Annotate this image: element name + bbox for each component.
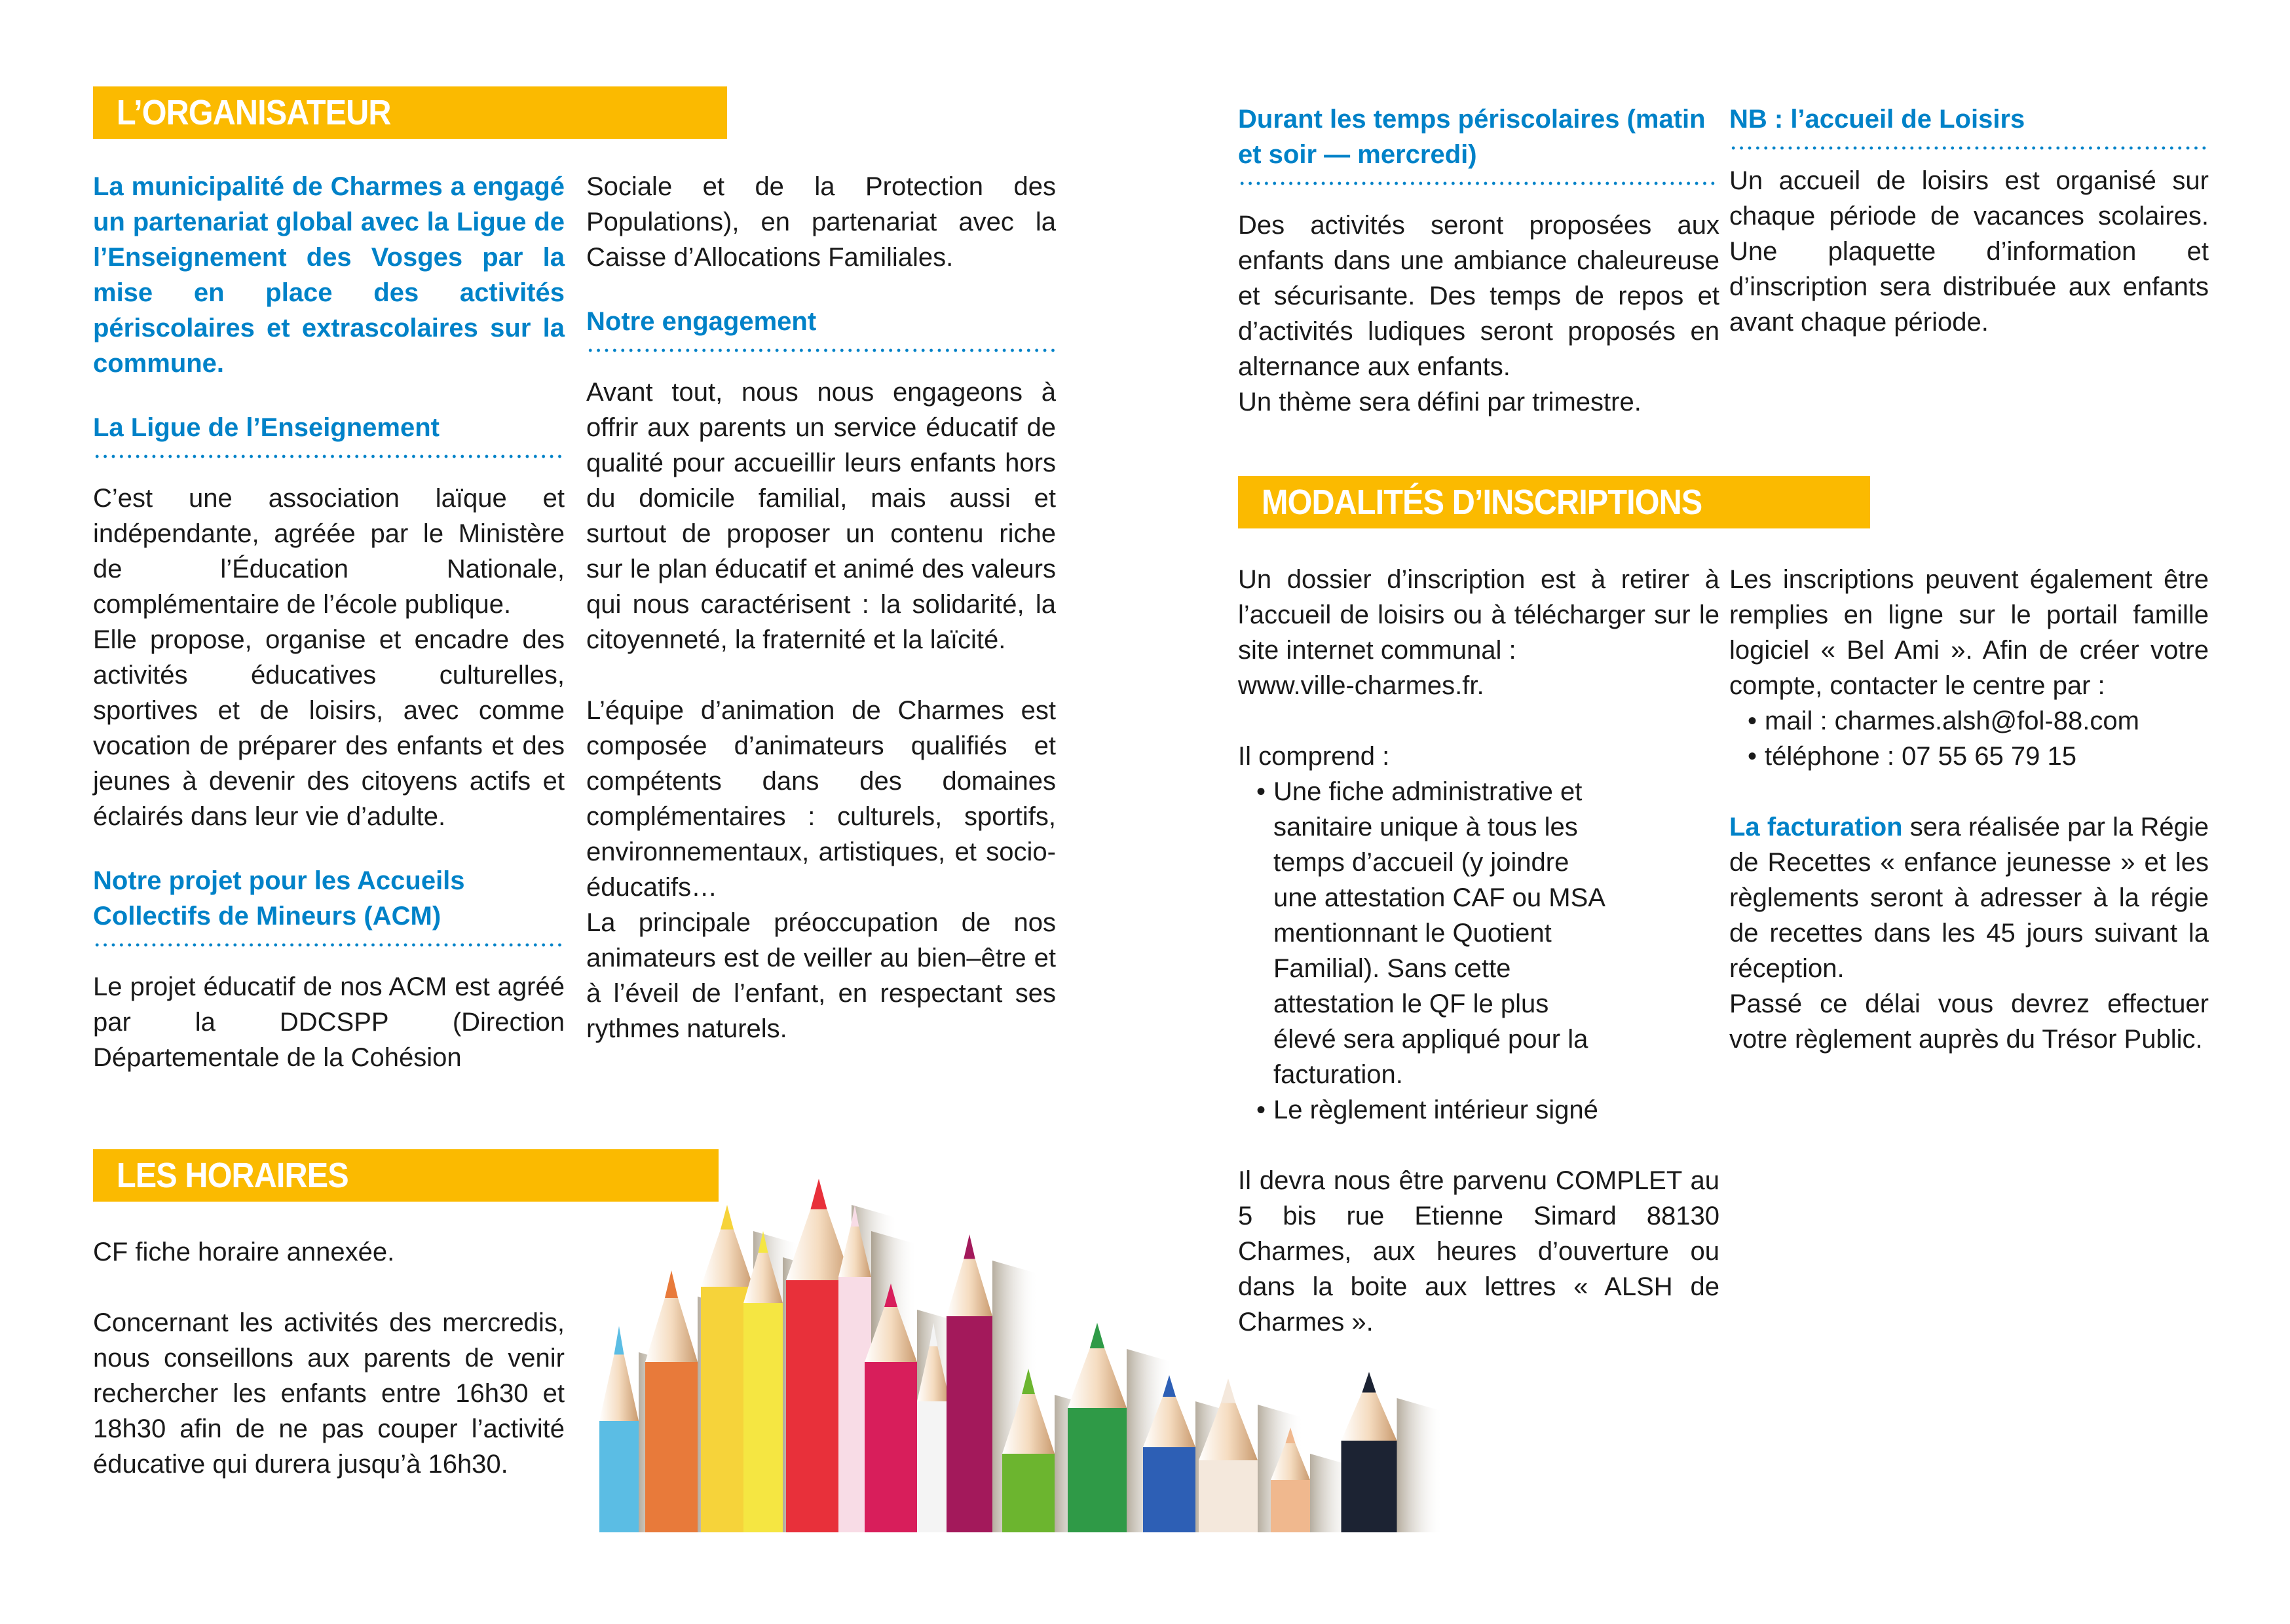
pencil-body (645, 1362, 698, 1532)
heading-periscolaire: Durant les temps périscolaires (matin et soir — mercredi) (1238, 105, 1706, 169)
pencil-wood (947, 1259, 992, 1317)
projet-paragraph-continued: Sociale et de la Protection des Populations), en partenariat avec la Caisse d’Allocations Familiales. (586, 172, 1056, 272)
projet-paragraph: Le projet éducatif de nos ACM est agréé par la DDCSPP (Direction Départementale de la Cohésion (93, 972, 565, 1072)
facturation-label: La facturation (1729, 813, 1903, 841)
modalites-paragraph-1: Un dossier d’inscription est à retirer à l’accueil de loisirs ou à télécharger sur le site internet communal : (1238, 565, 1719, 665)
pencil-body (743, 1303, 783, 1532)
column-1 (93, 169, 565, 1075)
dotted-divider (93, 454, 565, 458)
contact-phone-text[interactable]: téléphone : 07 55 65 79 15 (1765, 742, 2076, 771)
comprend-label: Il comprend : (1238, 742, 1390, 771)
pencil-wood (645, 1298, 698, 1362)
column-2 (586, 169, 1056, 1046)
pencil-tip (1090, 1323, 1105, 1348)
contact-email[interactable] (1748, 703, 2209, 739)
pencil-body (1068, 1408, 1127, 1532)
pencil-wood (599, 1355, 639, 1422)
online-paragraph: Les inscriptions peuvent également être remplies en ligne sur le portail famille logiciel « Bel Ami ». Afin de créer votre compte, contacter le centre par : (1729, 565, 2209, 700)
engagement-paragraph-1: Avant tout, nous nous engageons à offrir aux parents un service éducatif de qualité pour accueillir leurs enfants hors du domicile familial, mais aussi et surtout de proposer un contenu riche sur le plan éducatif et animé des valeurs qui nous caractérisent : la solidarité, la citoyenneté, la fraternité et la laïcité. (586, 378, 1056, 654)
list-item-text: Le règlement intérieur signé (1273, 1096, 1598, 1124)
engagement-paragraph-2: L’équipe d’animation de Charmes est composée d’animateurs qualifiés et compétents dans des domaines complémentaires : culturels, sportifs, environnementaux, artistiques, et socio-éducatifs… (586, 696, 1056, 902)
facturation-paragraph (1729, 809, 2209, 986)
dotted-divider (586, 348, 1056, 352)
pencil-wood (1068, 1348, 1127, 1408)
dotted-divider (93, 943, 565, 947)
documents-list (1238, 774, 1719, 1128)
pencil-body (917, 1401, 950, 1532)
column-4-bottom (1729, 562, 2209, 1057)
section-header-modalites (1238, 476, 1870, 528)
colored-pencils-illustration (593, 1166, 1667, 1532)
pencil-shadow (1397, 1398, 1443, 1532)
website-link[interactable]: www.ville-charmes.fr. (1238, 671, 1484, 700)
pencil-body (1271, 1480, 1310, 1532)
facturation-text: sera réalisée par la Régie de Recettes « enfance jeunesse » et les règlements seront à adresser à la régie de recettes dans les 45 jours suivant la réception. (1729, 813, 2209, 983)
list-item (1256, 1092, 1719, 1128)
pencil-body (1002, 1454, 1055, 1532)
nb-paragraph: Un accueil de loisirs est organisé sur chaque période de vacances scolaires. Une plaquette d’information et d’inscription sera distribuée aux enfants avant chaque période. (1729, 166, 2209, 337)
pencil-body (599, 1421, 639, 1532)
pencil-tip (1221, 1378, 1236, 1403)
heading-engagement: Notre engagement (586, 307, 817, 336)
dotted-divider (1238, 181, 1719, 185)
heading-ligue: La Ligue de l’Enseignement (93, 413, 440, 442)
horaires-body (93, 1234, 565, 1482)
pencil-tip (811, 1179, 827, 1209)
delai-paragraph: Passé ce délai vous devrez effectuer votre règlement auprès du Trésor Public. (1729, 989, 2209, 1054)
pencil-wood (1342, 1393, 1397, 1441)
organisateur-lead: La municipalité de Charmes a engagé un partenariat global avec la Ligue de l’Enseignement des Vosges par la mise en place des activités périscolaires et extrascolaires sur la commune. (93, 172, 565, 378)
engagement-paragraph-3: La principale préoccupation de nos animateurs est de veiller au bien–être et à l’éveil de l’enfant, en respectant ses rythmes naturels. (586, 908, 1056, 1043)
pencil-body (1342, 1441, 1397, 1532)
column-4-top (1729, 101, 2209, 340)
organisateur-title: L’ORGANISATEUR (117, 93, 391, 132)
contact-list (1729, 703, 2209, 774)
heading-nb: NB : l’accueil de Loisirs (1729, 105, 2025, 134)
heading-projet: Notre projet pour les Accueils Collectifs de Mineurs (ACM) (93, 866, 465, 931)
horaires-paragraph-2: Concernant les activités des mercredis, nous conseillons aux parents de venir rechercher les enfants entre 16h30 et 18h30 afin de ne pas couper l’activité éducative qui durera jusqu’à 16h30. (93, 1308, 565, 1479)
pencil-tip (964, 1234, 975, 1259)
dotted-divider (1729, 146, 2209, 150)
pencil-tip (721, 1205, 734, 1230)
list-item (1256, 774, 1614, 1092)
pencil-tip (1362, 1372, 1376, 1393)
ligue-paragraph-1: C’est une association laïque et indépendante, agréée par le Ministère de l’Éducation Nationale, complémentaire de l’école publique. (93, 484, 565, 619)
pencil-tip (665, 1270, 678, 1298)
modalites-paragraph-2: Il devra nous être parvenu COMPLET au 5 bis rue Etienne Simard 88130 Charmes, aux heures d’ouverture ou dans la boite aux lettres « ALSH de Charmes ». (1238, 1166, 1719, 1337)
ligue-paragraph-2: Elle propose, organise et encadre des activités éducatives culturelles, sportives et de loisirs, avec comme vocation de préparer des enfants et des jeunes à devenir des citoyens actifs et éclairés dans leur vie d’adulte. (93, 625, 565, 831)
list-item-text: Une fiche administrative et sanitaire unique à tous les temps d’accueil (y joindre une attestation CAF ou MSA mentionnant le Quotient Familial). Sans cette attestation le QF le plus élevé sera appliqué pour la facturation. (1273, 777, 1604, 1089)
contact-email-text[interactable]: mail : charmes.alsh@fol-88.com (1765, 707, 2139, 735)
periscolaire-paragraph-1: Des activités seront proposées aux enfants dans une ambiance chaleureuse et sécurisante. Des temps de repos et d’activités ludiques seront proposés en alternance aux enfants. (1238, 211, 1719, 381)
pencil-body (947, 1316, 992, 1532)
pencil-body (1199, 1460, 1258, 1532)
modalites-title: MODALITÉS D’INSCRIPTIONS (1262, 483, 1702, 522)
pencil-wood (701, 1230, 753, 1287)
contact-phone[interactable] (1748, 739, 2209, 774)
horaires-title: LES HORAIRES (117, 1156, 348, 1195)
section-header-organisateur (93, 86, 727, 139)
pencil-tip (614, 1326, 624, 1355)
column-3-top (1238, 101, 1719, 420)
pencil-body (1143, 1447, 1195, 1532)
horaires-paragraph-1: CF fiche horaire annexée. (93, 1238, 395, 1266)
pencil-body (865, 1362, 917, 1532)
periscolaire-paragraph-2: Un thème sera défini par trimestre. (1238, 388, 1642, 416)
